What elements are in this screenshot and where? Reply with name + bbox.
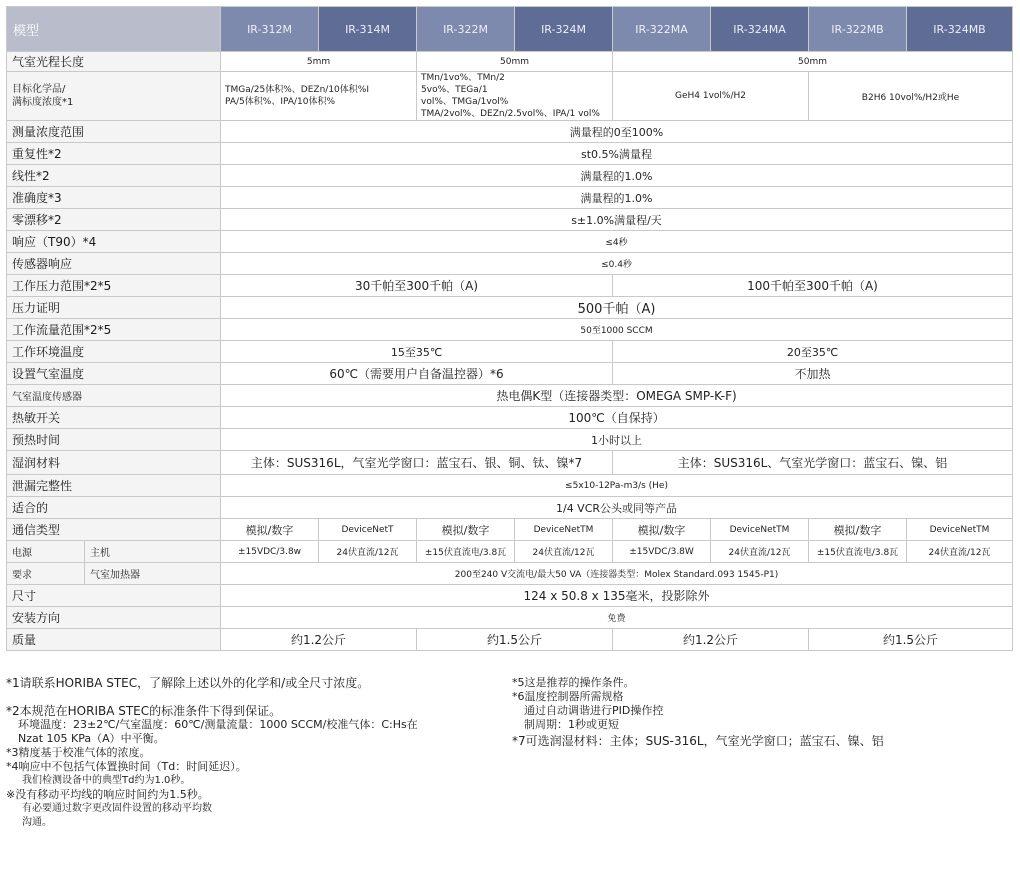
row-cell-temp bbox=[7, 363, 1013, 385]
cell-value: 模拟/数字 bbox=[221, 519, 319, 541]
cell-value: 1小时以上 bbox=[221, 429, 1013, 451]
row-label: 湿润材料 bbox=[7, 451, 221, 475]
row-label: 安装方向 bbox=[7, 607, 221, 629]
footnote-spacer bbox=[6, 690, 418, 704]
cell-value: TMGa/25体积%、DEZn/10体积%I PA/5体积%、IPA/10体积% bbox=[221, 72, 417, 121]
model-header: IR-324MA bbox=[711, 7, 809, 52]
footnote: 通过自动调谐进行PID操作控 bbox=[524, 704, 664, 717]
cell-value: ≤0.4秒 bbox=[221, 253, 1013, 275]
cell-value: 模拟/数字 bbox=[417, 519, 515, 541]
row-pressure bbox=[7, 275, 1013, 297]
cell-value: 24伏直流/12瓦 bbox=[711, 541, 809, 563]
cell-value: 24伏直流/12瓦 bbox=[515, 541, 613, 563]
cell-value: 免费 bbox=[221, 607, 1013, 629]
row-label: 适合的 bbox=[7, 497, 221, 519]
footnote: 有必要通过数字更改固件设置的移动平均数 bbox=[22, 803, 212, 814]
row-label: 通信类型 bbox=[7, 519, 221, 541]
model-header: IR-324M bbox=[515, 7, 613, 52]
row-label: 响应（T90）*4 bbox=[7, 231, 221, 253]
cell-value: 模拟/数字 bbox=[613, 519, 711, 541]
row-label: 尺寸 bbox=[7, 585, 221, 607]
cell-value: 满量程的1.0% bbox=[221, 187, 1013, 209]
row-thermal-switch bbox=[7, 407, 1013, 429]
row-label: 重复性*2 bbox=[7, 143, 221, 165]
cell-value: DeviceNetTM bbox=[907, 519, 1013, 541]
row-label: 压力证明 bbox=[7, 297, 221, 319]
row-label: 目标化学品/ 满标度浓度*1 bbox=[7, 72, 221, 121]
cell-value: ±15伏直流电/3.8瓦 bbox=[417, 541, 515, 563]
cell-value: ±15VDC/3.8w bbox=[221, 541, 319, 563]
cell-value: 1/4 VCR公头或同等产品 bbox=[221, 497, 1013, 519]
cell-value: 50mm bbox=[613, 52, 1013, 72]
model-header: IR-322M bbox=[417, 7, 515, 52]
row-label: 工作环境温度 bbox=[7, 341, 221, 363]
cell-value: ±15VDC/3.8W bbox=[613, 541, 711, 563]
row-label: 准确度*3 bbox=[7, 187, 221, 209]
row-communication bbox=[7, 519, 1013, 541]
spec-table bbox=[6, 6, 1013, 651]
cell-value: 约1.5公斤 bbox=[809, 629, 1013, 651]
row-linearity bbox=[7, 165, 1013, 187]
footnotes-left bbox=[6, 676, 418, 830]
cell-value: 24伏直流/12瓦 bbox=[907, 541, 1013, 563]
cell-value: 满量程的0至100% bbox=[221, 121, 1013, 143]
row-drift bbox=[7, 209, 1013, 231]
model-header: IR-324MB bbox=[907, 7, 1013, 52]
cell-value: DeviceNetTM bbox=[711, 519, 809, 541]
cell-value: 500千帕（A) bbox=[221, 297, 1013, 319]
row-label: 测量浓度范围 bbox=[7, 121, 221, 143]
footnote: *1请联系HORIBA STEC，了解除上述以外的化学和/或全尺寸浓度。 bbox=[6, 676, 370, 690]
row-label: 泄漏完整性 bbox=[7, 475, 221, 497]
row-proof-pressure bbox=[7, 297, 1013, 319]
row-size bbox=[7, 585, 1013, 607]
row-sensor-response bbox=[7, 253, 1013, 275]
cell-value: 50mm bbox=[417, 52, 613, 72]
row-preheat bbox=[7, 429, 1013, 451]
row-temp-sensor bbox=[7, 385, 1013, 407]
row-sublabel: 气室加热器 bbox=[85, 563, 221, 585]
cell-value: s±1.0%满量程/天 bbox=[221, 209, 1013, 231]
footnotes-right bbox=[512, 676, 884, 748]
cell-value: 约1.5公斤 bbox=[417, 629, 613, 651]
row-sublabel: 主机 bbox=[85, 541, 221, 563]
row-label: 工作压力范围*2*5 bbox=[7, 275, 221, 297]
footnote: *4响应中不包括气体置换时间（Td：时间延迟）。 bbox=[6, 760, 247, 773]
footnote: 沟通。 bbox=[22, 817, 52, 828]
row-repeatability bbox=[7, 143, 1013, 165]
footnote: 环境温度：23±2℃/气室温度：60℃/测量流量：1000 SCCM/校准气体：C:Hs在 bbox=[18, 718, 418, 731]
cell-value: DeviceNetT bbox=[319, 519, 417, 541]
row-path-length bbox=[7, 52, 1013, 72]
cell-value: 不加热 bbox=[613, 363, 1013, 385]
row-wetted bbox=[7, 451, 1013, 475]
row-label: 预热时间 bbox=[7, 429, 221, 451]
footnote: ※没有移动平均线的响应时间约为1.5秒。 bbox=[6, 788, 209, 801]
cell-value: 满量程的1.0% bbox=[221, 165, 1013, 187]
footnote: *6温度控制器所需规格 bbox=[512, 690, 624, 703]
cell-value: ≤4秒 bbox=[221, 231, 1013, 253]
row-power-heater bbox=[7, 563, 1013, 585]
cell-value: 100℃（自保持） bbox=[221, 407, 1013, 429]
header-row bbox=[7, 7, 1013, 52]
cell-value: 200至240 V交流电/最大50 VA（连接器类型：Molex Standard.093 1545-P1) bbox=[221, 563, 1013, 585]
cell-value: B2H6 10vol%/H2或He bbox=[809, 72, 1013, 121]
cell-value: 30千帕至300千帕（A) bbox=[221, 275, 613, 297]
row-power-main bbox=[7, 541, 1013, 563]
model-header: IR-322MB bbox=[809, 7, 907, 52]
row-accuracy bbox=[7, 187, 1013, 209]
row-label: 热敏开关 bbox=[7, 407, 221, 429]
model-header: IR-314M bbox=[319, 7, 417, 52]
row-label: 传感器响应 bbox=[7, 253, 221, 275]
cell-value: 60℃（需要用户自备温控器）*6 bbox=[221, 363, 613, 385]
model-header: IR-312M bbox=[221, 7, 319, 52]
cell-value: 15至35℃ bbox=[221, 341, 613, 363]
row-label: 零漂移*2 bbox=[7, 209, 221, 231]
cell-value: st0.5%满量程 bbox=[221, 143, 1013, 165]
cell-value: 主体：SUS316L、气室光学窗口：蓝宝石、镍、铝 bbox=[613, 451, 1013, 475]
footnote: 我们检测设备中的典型Td约为1.0秒。 bbox=[22, 775, 191, 786]
footnote: 制周期：1秒或更短 bbox=[524, 718, 619, 731]
cell-value: TMn/1vo%、TMn/2 5vo%、TEGa/1 vol%、TMGa/1vol% TMA/2vol%、DEZn/2.5vol%、IPA/1 vol% bbox=[417, 72, 613, 121]
cell-value: 模拟/数字 bbox=[809, 519, 907, 541]
cell-value: ≤5x10-12Pa-m3/s (He) bbox=[221, 475, 1013, 497]
row-chemicals bbox=[7, 72, 1013, 121]
cell-value: 20至35℃ bbox=[613, 341, 1013, 363]
row-mounting bbox=[7, 607, 1013, 629]
cell-value: 50至1000 SCCM bbox=[221, 319, 1013, 341]
row-fitting bbox=[7, 497, 1013, 519]
cell-value: ±15伏直流电/3.8瓦 bbox=[809, 541, 907, 563]
footnote: *3精度基于校准气体的浓度。 bbox=[6, 746, 151, 759]
row-label: 设置气室温度 bbox=[7, 363, 221, 385]
cell-value: 24伏直流/12瓦 bbox=[319, 541, 417, 563]
row-leak bbox=[7, 475, 1013, 497]
cell-value: 约1.2公斤 bbox=[221, 629, 417, 651]
row-label: 气室温度传感器 bbox=[7, 385, 221, 407]
footnote: *2本规范在HORIBA STEC的标准条件下得到保证。 bbox=[6, 704, 282, 718]
model-header: IR-322MA bbox=[613, 7, 711, 52]
footnote: Nzat 105 KPa（A）中平衡。 bbox=[18, 732, 165, 745]
row-label: 线性*2 bbox=[7, 165, 221, 187]
header-corner: 模型 bbox=[7, 7, 221, 52]
row-flow bbox=[7, 319, 1013, 341]
row-label: 工作流量范围*2*5 bbox=[7, 319, 221, 341]
row-label: 气室光程长度 bbox=[7, 52, 221, 72]
cell-value: GeH4 1vol%/H2 bbox=[613, 72, 809, 121]
cell-value: 5mm bbox=[221, 52, 417, 72]
row-label: 要求 bbox=[7, 563, 85, 585]
row-label: 质量 bbox=[7, 629, 221, 651]
footnote: *7可选润湿材料：主体；SUS-316L，气室光学窗口；蓝宝石、镍、铝 bbox=[512, 734, 884, 748]
cell-value: DeviceNetTM bbox=[515, 519, 613, 541]
cell-value: 124 x 50.8 x 135毫米，投影除外 bbox=[221, 585, 1013, 607]
row-label: 电源 bbox=[7, 541, 85, 563]
cell-value: 100千帕至300千帕（A) bbox=[613, 275, 1013, 297]
row-response bbox=[7, 231, 1013, 253]
row-mass bbox=[7, 629, 1013, 651]
cell-value: 主体：SUS316L，气室光学窗口：蓝宝石、银、铜、钛、镍*7 bbox=[221, 451, 613, 475]
cell-value: 约1.2公斤 bbox=[613, 629, 809, 651]
row-range bbox=[7, 121, 1013, 143]
cell-value: 热电偶K型（连接器类型：OMEGA SMP-K-F) bbox=[221, 385, 1013, 407]
row-env-temp bbox=[7, 341, 1013, 363]
footnote: *5这是推荐的操作条件。 bbox=[512, 676, 635, 689]
